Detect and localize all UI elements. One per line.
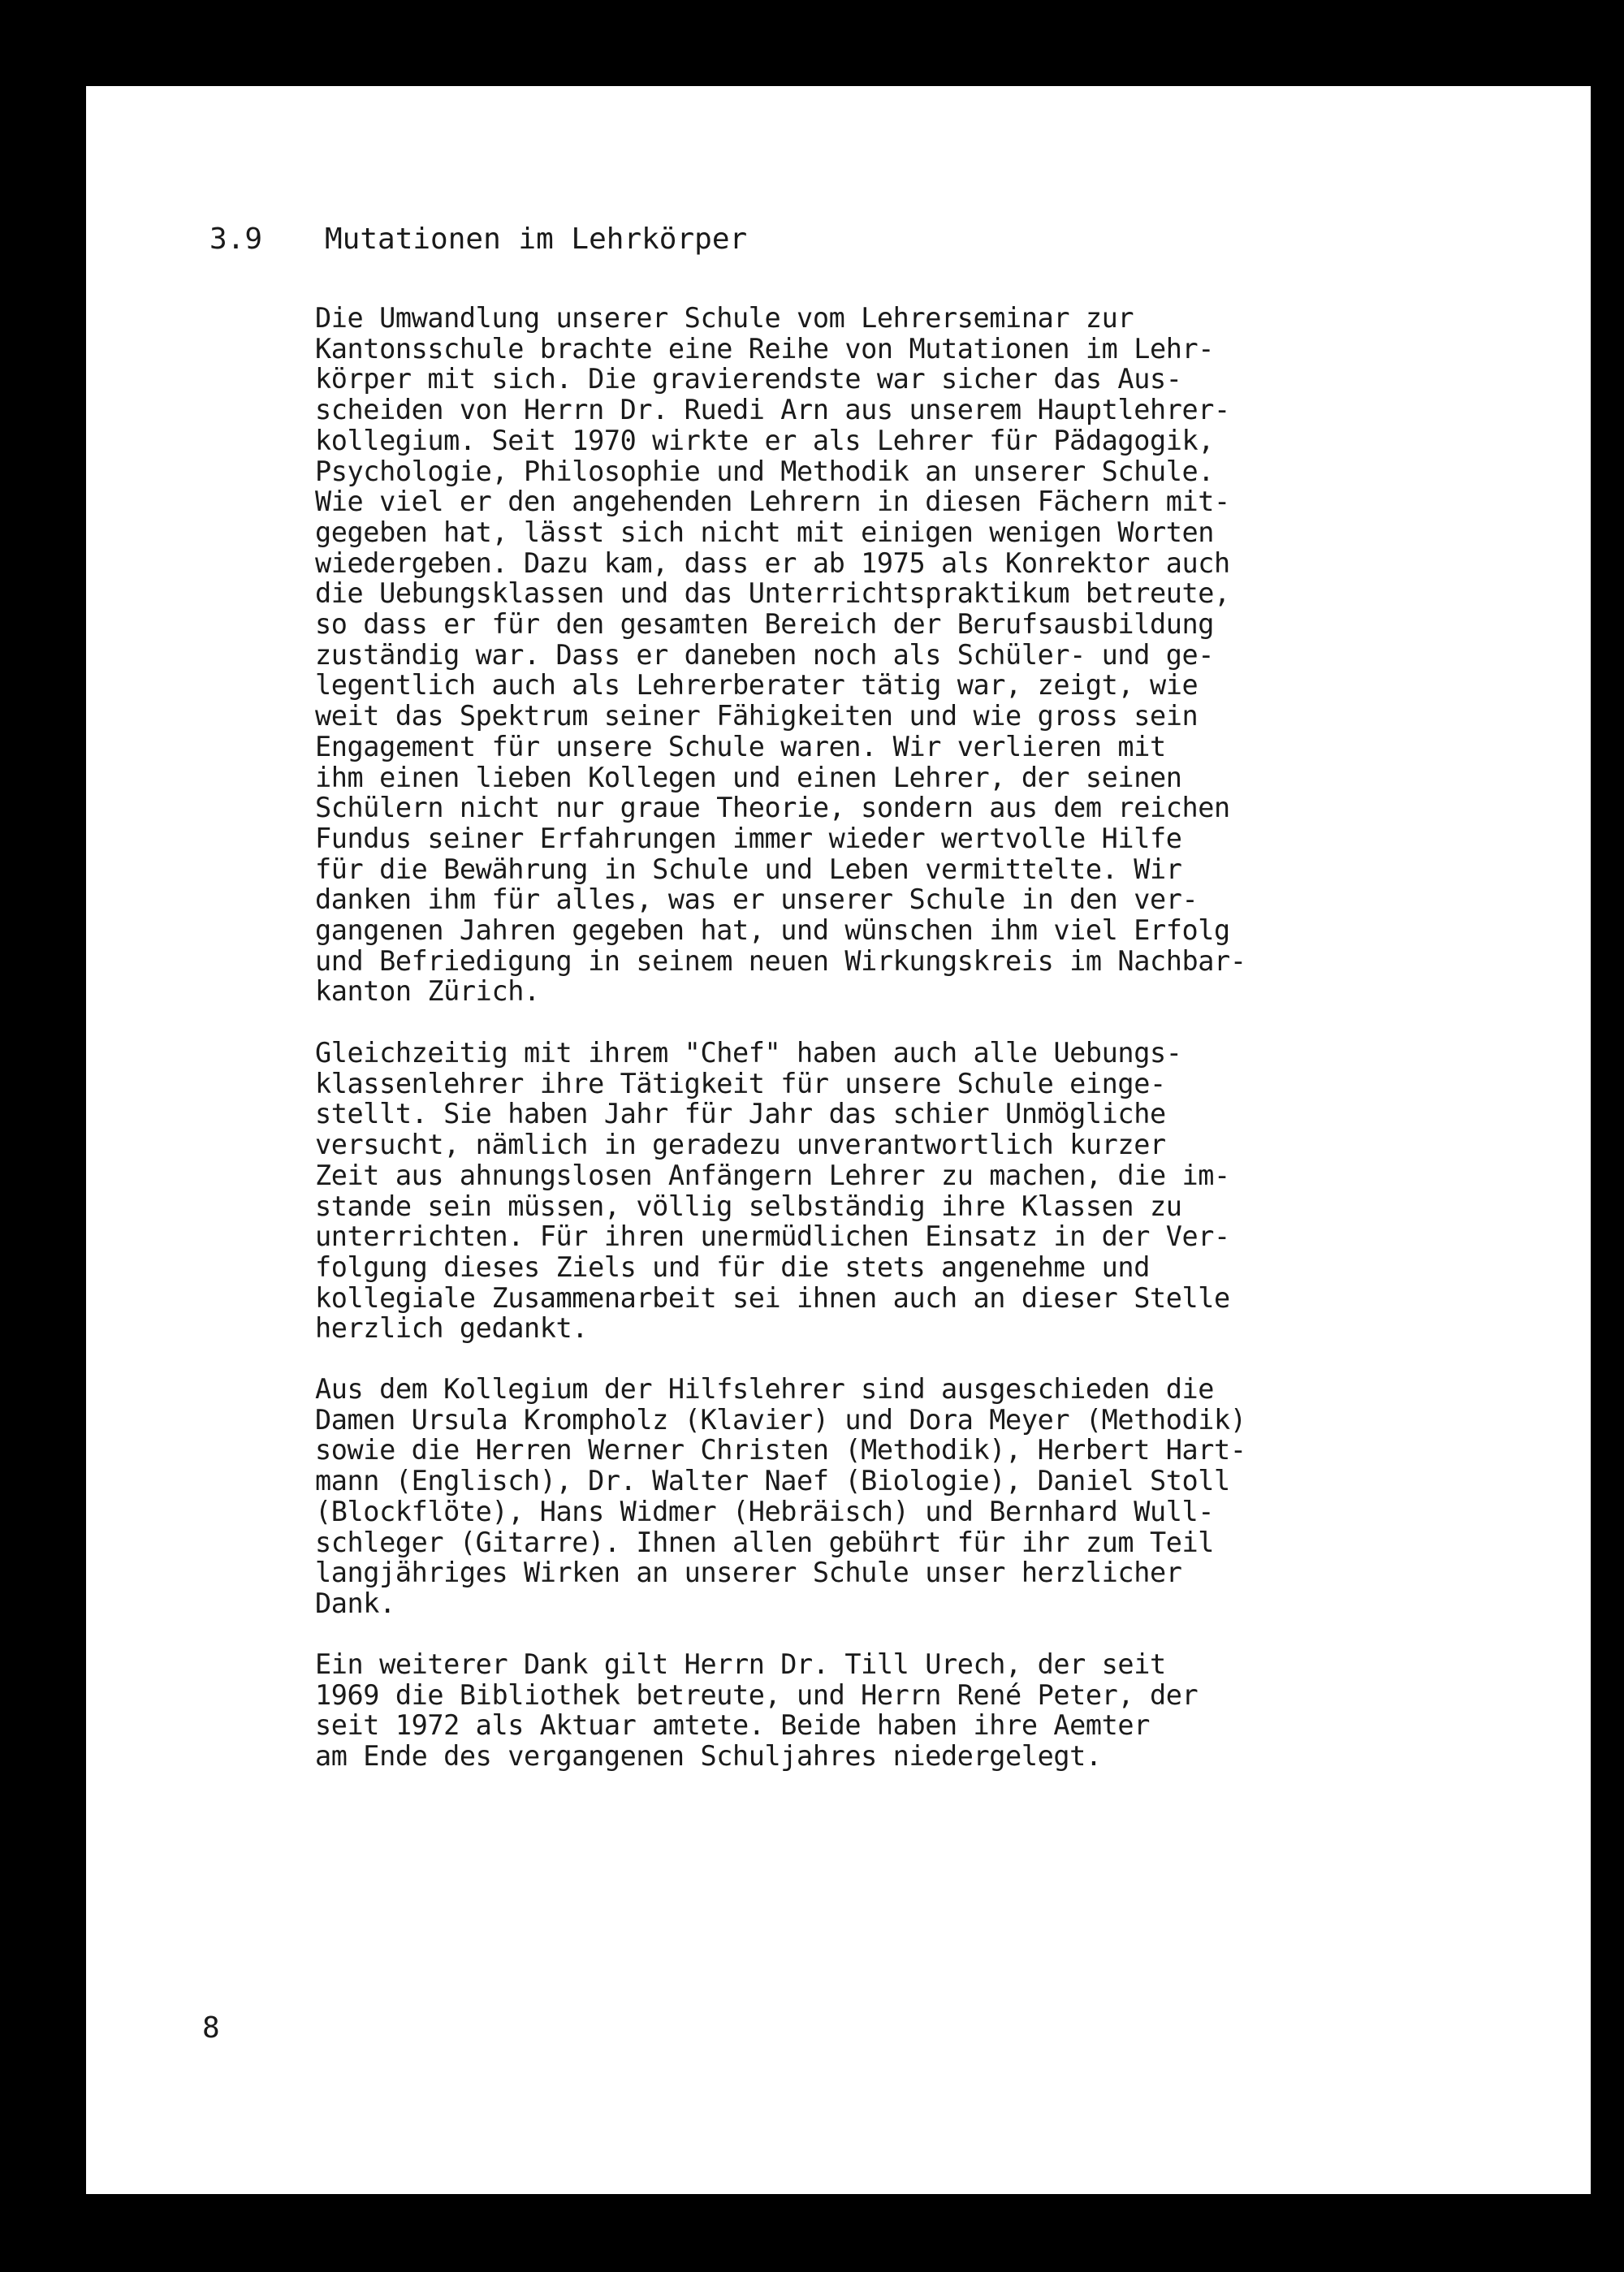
- text-line: Wie viel er den angehenden Lehrern in diesen Fächern mit-: [315, 486, 1230, 518]
- text-line: folgung dieses Ziels und für die stets angenehme und: [315, 1250, 1150, 1283]
- text-line: legentlich auch als Lehrerberater tätig war, zeigt, wie: [315, 669, 1199, 702]
- text-line: langjähriges Wirken an unserer Schule unser herzlicher: [315, 1557, 1182, 1589]
- text-line: Dank.: [315, 1587, 395, 1619]
- text-line: scheiden von Herrn Dr. Ruedi Arn aus unserem Hauptlehrer-: [315, 394, 1230, 426]
- text-line: so dass er für den gesamten Bereich der Berufsausbildung: [315, 608, 1215, 641]
- text-line: mann (Englisch), Dr. Walter Naef (Biologie), Daniel Stoll: [315, 1465, 1230, 1497]
- text-line: Schülern nicht nur graue Theorie, sondern aus dem reichen: [315, 792, 1230, 824]
- text-line: am Ende des vergangenen Schuljahres niedergelegt.: [315, 1740, 1102, 1773]
- text-line: danken ihm für alles, was er unserer Schule in den ver-: [315, 883, 1199, 916]
- text-line: kollegium. Seit 1970 wirkte er als Lehrer für Pädagogik,: [315, 424, 1215, 456]
- text-line: 1969 die Bibliothek betreute, und Herrn René Peter, der: [315, 1678, 1199, 1711]
- text-line: Psychologie, Philosophie und Methodik an unserer Schule.: [315, 455, 1215, 487]
- text-line: Gleichzeitig mit ihrem "Chef" haben auch alle Uebungs-: [315, 1037, 1182, 1069]
- text-line: versucht, nämlich in geradezu unverantwortlich kurzer: [315, 1129, 1166, 1161]
- text-line: Aus dem Kollegium der Hilfslehrer sind ausgeschieden die: [315, 1373, 1215, 1405]
- text-line: (Blockflöte), Hans Widmer (Hebräisch) und Bernhard Wull-: [315, 1495, 1215, 1527]
- text-line: herzlich gedankt.: [315, 1312, 589, 1345]
- paragraph-3: [315, 1374, 1246, 1619]
- text-line: kollegiale Zusammenarbeit sei ihnen auch an dieser Stelle: [315, 1281, 1230, 1314]
- page-number: 8: [202, 2011, 220, 2045]
- document-page: [86, 86, 1591, 2194]
- text-line: sowie die Herren Werner Christen (Methodik), Herbert Hart-: [315, 1434, 1246, 1466]
- text-line: seit 1972 als Aktuar amtete. Beide haben ihre Aemter: [315, 1709, 1150, 1742]
- section-heading: [209, 222, 747, 256]
- text-line: Engagement für unsere Schule waren. Wir verlieren mit: [315, 730, 1166, 762]
- paragraph-4: [315, 1649, 1198, 1772]
- paragraph-2: [315, 1038, 1230, 1344]
- text-line: kanton Zürich.: [315, 975, 540, 1008]
- text-line: zuständig war. Dass er daneben noch als Schüler- und ge-: [315, 638, 1215, 671]
- text-line: wiedergeben. Dazu kam, dass er ab 1975 als Konrektor auch: [315, 546, 1230, 579]
- text-line: körper mit sich. Die gravierendste war sicher das Aus-: [315, 363, 1182, 395]
- text-line: gegeben hat, lässt sich nicht mit einigen wenigen Worten: [315, 516, 1215, 548]
- text-line: und Befriedigung in seinem neuen Wirkungskreis im Nachbar-: [315, 944, 1246, 977]
- text-line: unterrichten. Für ihren unermüdlichen Einsatz in der Ver-: [315, 1220, 1230, 1253]
- text-line: stellt. Sie haben Jahr für Jahr das schier Unmögliche: [315, 1098, 1166, 1130]
- text-line: Fundus seiner Erfahrungen immer wieder wertvolle Hilfe: [315, 822, 1182, 854]
- text-line: Zeit aus ahnungslosen Anfängern Lehrer zu machen, die im-: [315, 1159, 1230, 1191]
- text-line: stande sein müssen, völlig selbständig ihre Klassen zu: [315, 1190, 1182, 1222]
- text-line: Kantonsschule brachte eine Reihe von Mutationen im Lehr-: [315, 332, 1215, 365]
- text-line: ihm einen lieben Kollegen und einen Lehrer, der seinen: [315, 761, 1182, 793]
- text-line: Damen Ursula Krompholz (Klavier) und Dora Meyer (Methodik): [315, 1403, 1246, 1436]
- text-line: schleger (Gitarre). Ihnen allen gebührt für ihr zum Teil: [315, 1526, 1215, 1558]
- paragraph-1: [315, 303, 1246, 1007]
- text-line: für die Bewährung in Schule und Leben vermittelte. Wir: [315, 853, 1182, 885]
- text-line: klassenlehrer ihre Tätigkeit für unsere Schule einge-: [315, 1067, 1166, 1099]
- section-number: 3.9: [209, 222, 263, 256]
- text-line: Die Umwandlung unserer Schule vom Lehrerseminar zur: [315, 302, 1134, 334]
- text-line: die Uebungsklassen und das Unterrichtspraktikum betreute,: [315, 577, 1230, 610]
- text-line: weit das Spektrum seiner Fähigkeiten und wie gross sein: [315, 700, 1199, 732]
- text-line: gangenen Jahren gegeben hat, und wünschen ihm viel Erfolg: [315, 914, 1230, 947]
- text-line: Ein weiterer Dank gilt Herrn Dr. Till Urech, der seit: [315, 1648, 1166, 1680]
- section-title: Mutationen im Lehrkörper: [325, 222, 748, 256]
